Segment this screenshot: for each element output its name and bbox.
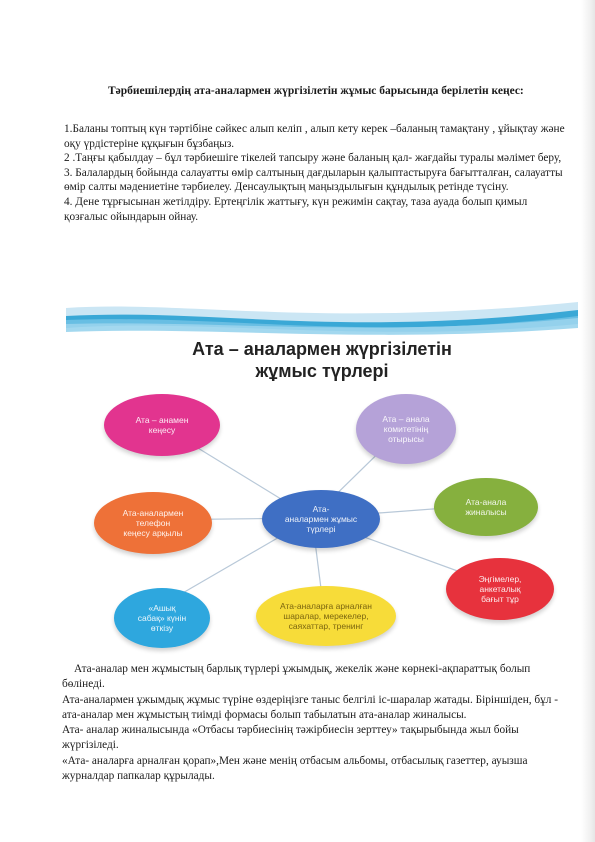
node-events: [256, 586, 396, 646]
node-label: комитетінің: [383, 424, 429, 434]
diagram-title-line-2: жұмыс түрлері: [255, 361, 389, 381]
node-label: Эңгімелер,: [478, 574, 522, 584]
node-label: бағыт тұр: [481, 594, 519, 604]
node-open-lesson: [114, 588, 210, 648]
diagram-title-line-1: Ата – аналармен жүргізілетін: [192, 339, 452, 359]
node-conversations: [446, 558, 554, 620]
advice-list: [64, 122, 569, 224]
node-label: шаралар, мерекелер,: [283, 611, 369, 621]
bottom-text: [62, 662, 574, 784]
advice-item-3: 3. Балалардың бойында салауатты өмір салтының дағдыларын қалыптастыруға бағытталған, салауатты өмір салты мәдениетіне тәрбиелеу. Денсаулықтың маңыздылығын құндылық ретінде түсіну.: [64, 166, 563, 194]
node-label: кеңесу: [148, 425, 176, 435]
node-parent-meeting: [434, 478, 538, 536]
node-phone-consultation: [94, 492, 212, 554]
bottom-paragraph-3: Ата- аналар жиналысында «Отбасы тәрбиесінің тәжірбиесін зерттеу» тақырыбында жыл бойы жүргізіледі.: [62, 724, 519, 752]
node-label: анкеталық: [479, 584, 521, 594]
center-label: Ата-: [312, 504, 330, 514]
advice-heading: Тәрбиешілердің ата-аналармен жүргізілетін жұмыс барысында берілетін кеңес:: [108, 85, 524, 97]
center-node: [262, 490, 380, 548]
diagram-title: [66, 338, 578, 382]
scan-shadow-edge: [581, 0, 595, 842]
node-parent-consultation: [104, 394, 220, 456]
node-label: Ата-анала: [465, 497, 507, 507]
node-label: сабақ» күнін: [137, 613, 187, 623]
bottom-paragraph-1: Ата-аналар мен жұмыстың барлық түрлері ұжымдық, жекелік және көрнекі-ақпараттық болып бөлінеді.: [62, 663, 531, 691]
node-label: телефон: [135, 518, 171, 528]
node-label: кеңесу арқылы: [123, 528, 183, 538]
node-label: саяхаттар, тренинг: [288, 621, 364, 631]
advice-item-1: 1.Баланы топтың күн тәртібіне сәйкес алып келіп , алып кету керек –баланың тамақтану , ұйықтау және оқу үрдістеріне құқығын бұзбаңыз.: [64, 123, 565, 150]
bottom-paragraph-2: Ата-аналармен ұжымдық жұмыс түріне өздеріңізге таныс белгілі іс-шаралар жатады. Біріншіден, бұл - ата-аналар мен жұмыстың тиімді формасы болып табылатын ата-аналар жиналысы.: [62, 693, 559, 721]
center-label: аналармен жұмыс: [284, 514, 358, 524]
node-label: жиналысы: [465, 507, 507, 517]
advice-item-2: 2 .Таңғы қабылдау – бұл тәрбиешіге тікелей тапсыру және баланың қал- жағдайы туралы мәлімет беру,: [64, 152, 562, 165]
node-label: Ата-аналармен: [122, 508, 184, 518]
work-types-diagram: [66, 380, 578, 652]
node-label: Ата – анамен: [135, 415, 189, 425]
node-parent-committee: [356, 394, 456, 464]
node-label: Ата-аналарға арналған: [280, 601, 372, 611]
node-label: Ата – анала: [382, 414, 430, 424]
center-label: түрлері: [306, 524, 336, 534]
advice-item-4: 4. Дене тұрғысынан жетілдіру. Ертеңгілік жаттығу, күн режимін сақтау, таза ауада болып қимыл қозғалыс ойындарын ойнау.: [64, 195, 528, 223]
bottom-paragraph-4: «Ата- аналарға арналған қорап»,Мен және менің отбасым альбомы, отбасылық газеттер, ауызша журналдар папкалар құрылады.: [62, 754, 528, 783]
node-label: отырысы: [388, 434, 424, 444]
node-label: өткізу: [150, 623, 174, 633]
node-label: «Ашық: [148, 603, 176, 613]
